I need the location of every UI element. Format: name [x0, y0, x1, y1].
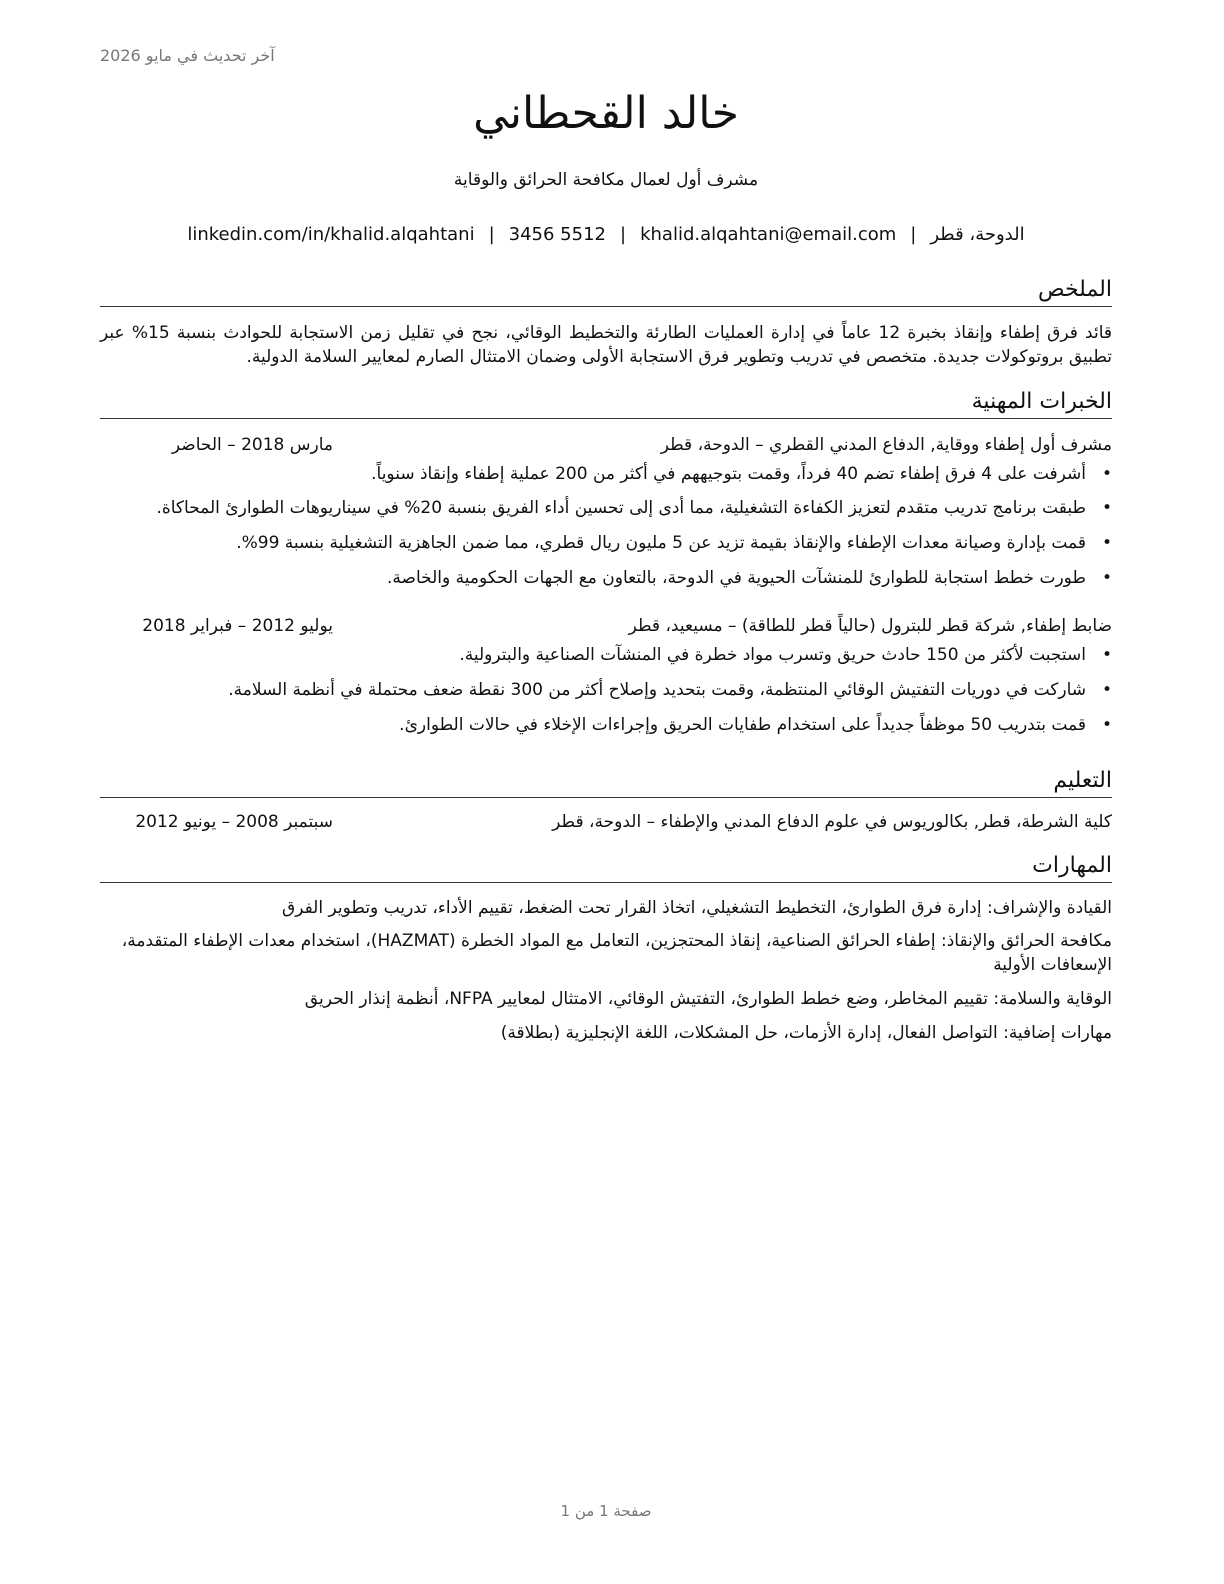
job-bullet: • أشرفت على 4 فرق إطفاء تضم 40 فرداً، وقمت بتوجيههم في أكثر من 200 عملية إطفاء وإنقاذ سنوياً.: [100, 463, 1112, 486]
job-title: مشرف أول لعمال مكافحة الحرائق والوقاية: [453, 170, 759, 190]
job-bullet: • طبقت برنامج تدريب متقدم لتعزيز الكفاءة التشغيلية، مما أدى إلى تحسين أداء الفريق بنسبة 20% في سيناريوهات الطوارئ المحاكاة.: [100, 497, 1112, 520]
job-bullets: [100, 644, 1112, 737]
education-dates: سبتمبر 2008 – يونيو 2012: [135, 811, 333, 832]
job-role: مشرف أول إطفاء ووقاية, الدفاع المدني القطري – الدوحة، قطر: [660, 434, 1112, 455]
contact-email[interactable]: khalid.alqahtani@email.com: [640, 224, 897, 245]
job-bullet: • قمت بإدارة وصيانة معدات الإطفاء والإنقاذ بقيمة تزيد عن 5 مليون ريال قطري، مما ضمن الجاهزية التشغيلية بنسبة 99%.: [100, 532, 1112, 555]
skills-section: [100, 852, 1112, 1055]
job-dates: يوليو 2012 – فبراير 2018: [142, 616, 333, 637]
experience-heading: الخبرات المهنية: [100, 388, 1112, 419]
education-degree: كلية الشرطة، قطر, بكالوريوس في علوم الدفاع المدني والإطفاء – الدوحة، قطر: [552, 811, 1112, 832]
job-bullet: • شاركت في دوريات التفتيش الوقائي المنتظمة، وقمت بتحديد وإصلاح أكثر من 300 نقطة ضعف محتملة في أنظمة السلامة.: [100, 679, 1112, 702]
resume-page: [100, 0, 1112, 1584]
skills-heading: المهارات: [100, 852, 1112, 883]
job-bullet: • قمت بتدريب 50 موظفاً جديداً على استخدام طفايات الحريق وإجراءات الإخلاء في حالات الطوارئ.: [100, 714, 1112, 737]
job-bullet: • طورت خطط استجابة للطوارئ للمنشآت الحيوية في الدوحة، بالتعاون مع الجهات الحكومية والخاصة.: [100, 567, 1112, 590]
skill-item: مهارات إضافية: التواصل الفعال، إدارة الأزمات، حل المشكلات، اللغة الإنجليزية (بطلاقة): [500, 1022, 1112, 1043]
skill-item: مكافحة الحرائق والإنقاذ: إطفاء الحرائق الصناعية، إنقاذ المحتجزين، التعامل مع المواد الخطرة (HAZMAT)، استخدام معدات الإطفاء المتقدمة، الإسعافات الأولية: [121, 931, 1112, 976]
summary-section: [100, 276, 1112, 369]
contact-phone: 3456 5512: [508, 224, 606, 245]
skill-item: الوقاية والسلامة: تقييم المخاطر، وضع خطط الطوارئ، التفتيش الوقائي، الامتثال لمعايير NFPA، أنظمة إنذار الحريق: [304, 988, 1112, 1009]
contact-separator: |: [488, 224, 495, 245]
job-header: [100, 435, 1112, 463]
job-entry: [100, 435, 1112, 591]
job-bullet: • استجبت لأكثر من 150 حادث حريق وتسرب مواد خطرة في المنشآت الصناعية والبترولية.: [100, 644, 1112, 667]
contact-separator: |: [620, 224, 627, 245]
contact-line: [100, 224, 1112, 245]
last-updated: آخر تحديث في مايو 2026: [100, 46, 275, 65]
experience-section: [100, 388, 1112, 749]
summary-text: قائد فرق إطفاء وإنقاذ بخبرة 12 عاماً في إدارة العمليات الطارئة والتخطيط الوقائي، نجح في تقليل زمن الاستجابة للحوادث بنسبة 15% عبر تطبيق بروتوكولات جديدة. متخصص في تدريب وتطوير فرق الاستجابة الأولى وضمان الامتثال الصارم لمعايير السلامة الدولية.: [100, 322, 1112, 367]
job-role: ضابط إطفاء, شركة قطر للبترول (حالياً قطر للطاقة) – مسيعيد، قطر: [628, 616, 1112, 637]
education-heading: التعليم: [100, 767, 1112, 798]
education-section: [100, 767, 1112, 840]
job-header: [100, 616, 1112, 644]
job-dates: مارس 2018 – الحاضر: [171, 434, 333, 455]
skill-item: القيادة والإشراف: إدارة فرق الطوارئ، التخطيط التشغيلي، اتخاذ القرار تحت الضغط، تقييم الأداء، تدريب وتطوير الفرق: [282, 897, 1112, 918]
education-entry: [100, 812, 1112, 840]
job-entry: [100, 616, 1112, 737]
summary-heading: الملخص: [100, 276, 1112, 307]
candidate-name: خالد القحطاني: [473, 88, 739, 139]
contact-linkedin[interactable]: linkedin.com/in/khalid.alqahtani: [187, 224, 475, 245]
job-bullets: [100, 463, 1112, 591]
skills-list: [100, 897, 1112, 1046]
contact-separator: |: [910, 224, 917, 245]
contact-location: الدوحة، قطر: [930, 224, 1025, 245]
page-number: صفحة 1 من 1: [560, 1502, 652, 1520]
